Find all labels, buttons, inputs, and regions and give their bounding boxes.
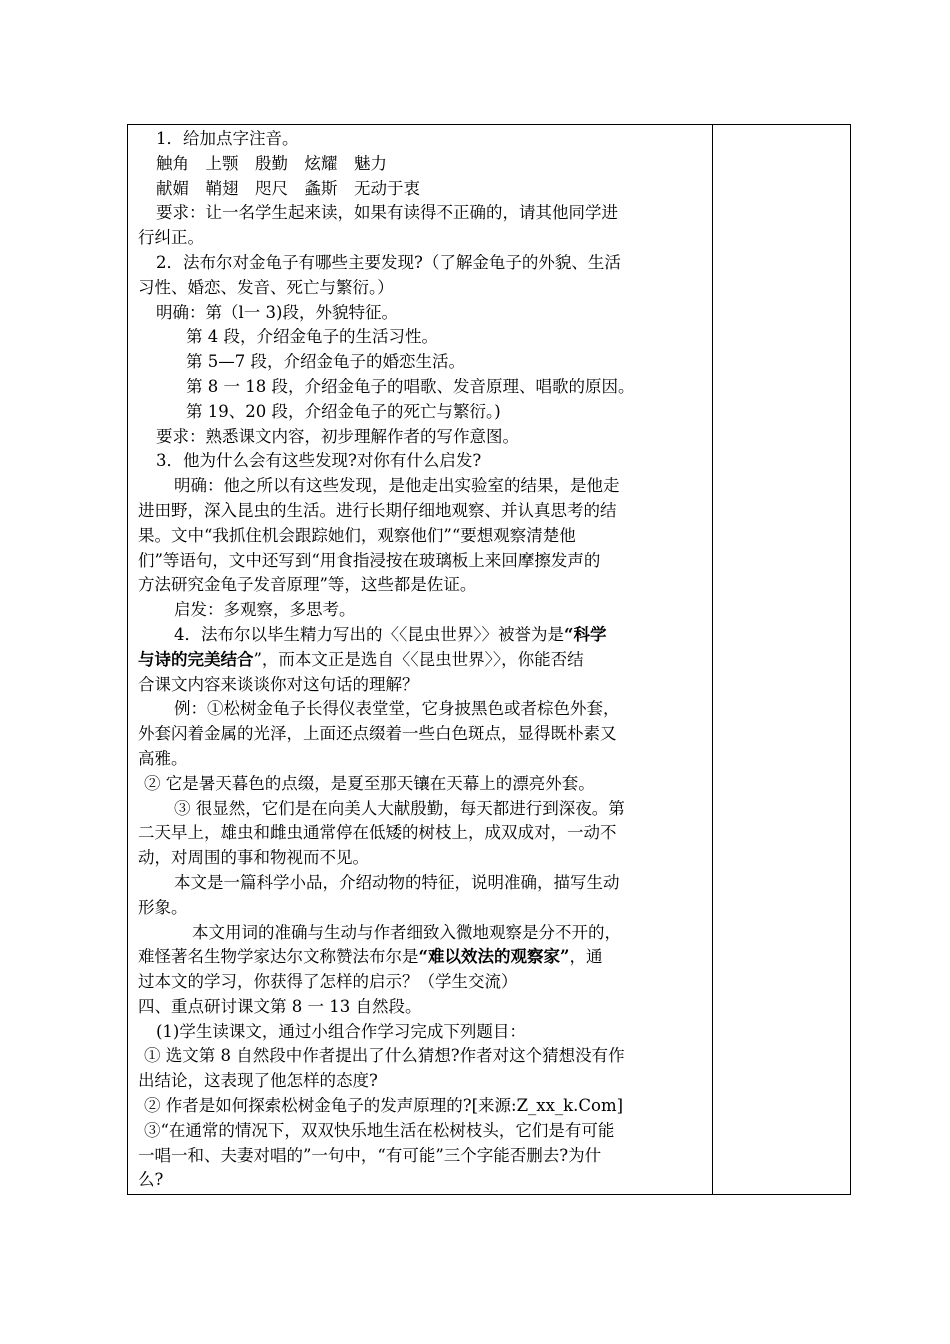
text-line: 合课文内容来谈谈你对这句话的理解？ [138,674,419,694]
text-line: 二天早上，雄虫和雌虫通常停在低矮的树枝上，成双成对，一动不 [138,823,617,843]
lesson-table [127,124,851,1195]
text-line: 形象。 [138,897,188,917]
bold-phrase: “科学 [564,624,607,644]
text-line: 2．法布尔对金龟子有哪些主要发现?（了解金龟子的外貌、生活 [156,252,621,272]
text-line: 动，对周围的事和物视而不见。 [138,848,369,868]
text-line: 献媚 鞘翅 咫尺 螽斯 无动于衷 [156,178,420,198]
text-span: ”，而本文正是选自〈〈昆虫世界〉〉，你能否结 [253,649,584,669]
text-line: 例：①松树金龟子长得仪表堂堂，它身披黑色或者棕色外套， [174,699,620,719]
bold-phrase: 与诗的完美结合 [138,649,254,669]
text-line: 四、重点研讨课文第 8 一 13 自然段。 [138,996,422,1016]
text-line: 触角 上颚 殷勤 炫耀 魅力 [156,153,387,173]
text-line: 出结论，这表现了他怎样的态度? [138,1071,378,1091]
text-span: 4．法布尔以毕生精力写出的〈〈昆虫世界〉〉被誉为是 [174,624,564,644]
notes-cell [713,125,850,1194]
text-line: 本文是一篇科学小品，介绍动物的特征，说明准确，描写生动 [174,872,620,892]
text-span: ，通 [569,947,603,967]
text-line: ① 选文第 8 自然段中作者提出了什么猜想?作者对这个猜想没有作 [144,1046,625,1066]
text-line: 要求：熟悉课文内容，初步理解作者的写作意图。 [156,426,519,446]
text-line [138,945,704,970]
text-line: 么? [138,1170,164,1190]
text-line: 行纠正。 [138,228,204,248]
bold-phrase: “难以效法的观察家” [418,947,570,967]
lesson-content [138,127,704,1193]
text-line: ③ 很显然，它们是在向美人大献殷勤，每天都进行到深夜。第 [174,798,625,818]
text-line: 外套闪着金属的光泽，上面还点缀着一些白色斑点，显得既朴素又 [138,724,617,744]
text-line [138,623,704,648]
text-line: 第 4 段，介绍金龟子的生活习性。 [186,327,438,347]
text-line: 们”等语句，文中还写到“用食指浸按在玻璃板上来回摩擦发声的 [138,550,601,570]
text-line: 1．给加点字注音。 [156,129,299,148]
text-line: ③“在通常的情况下，双双快乐地生活在松树枝头，它们是有可能 [144,1120,615,1140]
text-line: 果。文中“我抓住机会跟踪她们，观察他们”“要想观察清楚他 [138,525,576,545]
text-line: 3．他为什么会有这些发现?对你有什么启发? [156,451,482,471]
text-line: 要求：让一名学生起来读，如果有读得不正确的，请其他同学进 [156,203,618,223]
text-line: (1)学生读课文，通过小组合作学习完成下列题目： [156,1021,526,1041]
text-line: 明确：第（l一 3)段，外貌特征。 [156,302,398,322]
text-span: 难怪著名生物学家达尔文称赞法布尔是 [138,947,419,967]
text-line: 启发：多观察，多思考。 [174,600,356,620]
text-line: 高雅。 [138,748,188,768]
text-line: 明确：他之所以有这些发现，是他走出实验室的结果，是他走 [174,476,620,496]
text-line: 第 5—7 段，介绍金龟子的婚恋生活。 [186,352,465,372]
text-line: 第 19、20 段，介绍金龟子的死亡与繁衍。) [186,401,501,421]
text-line [138,648,704,673]
text-line: 方法研究金龟子发音原理”等，这些都是佐证。 [138,575,477,595]
text-line: 一唱一和、夫妻对唱的”一句中，“有可能”三个字能否删去?为什 [138,1145,602,1165]
text-line: 第 8 一 18 段，介绍金龟子的唱歌、发音原理、唱歌的原因。 [186,376,635,396]
text-line: ② 它是暑天暮色的点缀，是夏至那天镶在天幕上的漂亮外套。 [144,773,595,793]
text-line: ② 作者是如何探索松树金龟子的发声原理的?[来源:Z_xx_k.Com] [144,1096,624,1116]
text-line: 习性、婚恋、发音、死亡与繁衍。） [138,277,394,297]
text-line: 过本文的学习，你获得了怎样的启示？（学生交流） [138,972,518,992]
text-line: 进田野，深入昆虫的生活。进行长期仔细地观察、并认真思考的结 [138,500,617,520]
text-line: 本文用词的准确与生动与作者细致入微地观察是分不开的， [192,922,621,942]
